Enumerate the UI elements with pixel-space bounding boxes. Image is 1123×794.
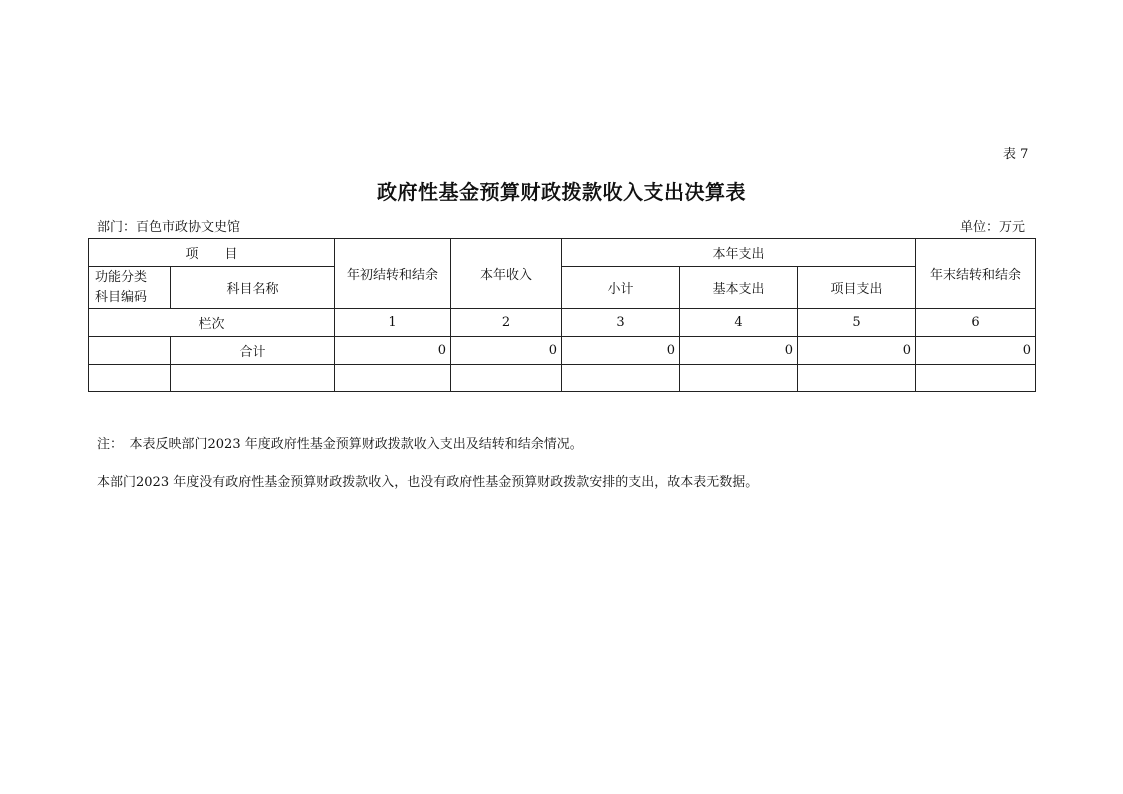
header-subtotal: 小计 bbox=[562, 267, 680, 309]
total-value-cell: 0 bbox=[451, 337, 562, 365]
page-title: 政府性基金预算财政拨款收入支出决算表 bbox=[377, 180, 746, 204]
column-index-cell: 5 bbox=[798, 309, 916, 337]
total-value-cell: 0 bbox=[680, 337, 798, 365]
empty-cell bbox=[798, 365, 916, 392]
header-subject-name: 科目名称 bbox=[171, 267, 335, 309]
total-value-cell: 0 bbox=[335, 337, 451, 365]
header-begin-balance: 年初结转和结余 bbox=[335, 239, 451, 309]
table-number: 表 7 bbox=[1003, 147, 1029, 162]
header-row-1 bbox=[89, 239, 1036, 267]
total-row bbox=[89, 337, 1036, 365]
header-end-balance: 年末结转和结余 bbox=[916, 239, 1036, 309]
header-function-code bbox=[89, 267, 171, 309]
department-label: 部门：百色市政协文史馆 bbox=[97, 220, 241, 235]
column-index-cell: 3 bbox=[562, 309, 680, 337]
total-value-cell: 0 bbox=[562, 337, 680, 365]
empty-cell bbox=[335, 365, 451, 392]
header-project: 项目支出 bbox=[798, 267, 916, 309]
total-value-cell: 0 bbox=[798, 337, 916, 365]
empty-cell bbox=[562, 365, 680, 392]
header-code-line1: 功能分类 bbox=[95, 269, 148, 285]
total-code-cell bbox=[89, 337, 171, 365]
note-line-2: 本部门2023 年度没有政府性基金预算财政拨款收入，也没有政府性基金预算财政拨款安排的支出，故本表无数据。 bbox=[97, 475, 759, 490]
header-row-2 bbox=[89, 267, 1036, 309]
column-index-label: 栏次 bbox=[89, 309, 335, 337]
column-index-cell: 2 bbox=[451, 309, 562, 337]
column-index-cell: 6 bbox=[916, 309, 1036, 337]
empty-cell bbox=[89, 365, 171, 392]
header-income: 本年收入 bbox=[451, 239, 562, 309]
empty-cell bbox=[680, 365, 798, 392]
empty-cell bbox=[451, 365, 562, 392]
column-index-cell: 1 bbox=[335, 309, 451, 337]
header-basic: 基本支出 bbox=[680, 267, 798, 309]
total-label: 合计 bbox=[171, 337, 335, 365]
empty-row bbox=[89, 365, 1036, 392]
header-code-line2: 科目编码 bbox=[95, 289, 148, 305]
total-value-cell: 0 bbox=[916, 337, 1036, 365]
budget-table bbox=[88, 238, 1036, 392]
empty-cell bbox=[916, 365, 1036, 392]
empty-cell bbox=[171, 365, 335, 392]
header-expenditure: 本年支出 bbox=[562, 239, 916, 267]
column-index-row bbox=[89, 309, 1036, 337]
header-item: 项 目 bbox=[89, 239, 335, 267]
unit-label: 单位：万元 bbox=[960, 220, 1026, 235]
note-line-1: 注： 本表反映部门2023 年度政府性基金预算财政拨款收入支出及结转和结余情况。 bbox=[97, 437, 583, 452]
column-index-cell: 4 bbox=[680, 309, 798, 337]
